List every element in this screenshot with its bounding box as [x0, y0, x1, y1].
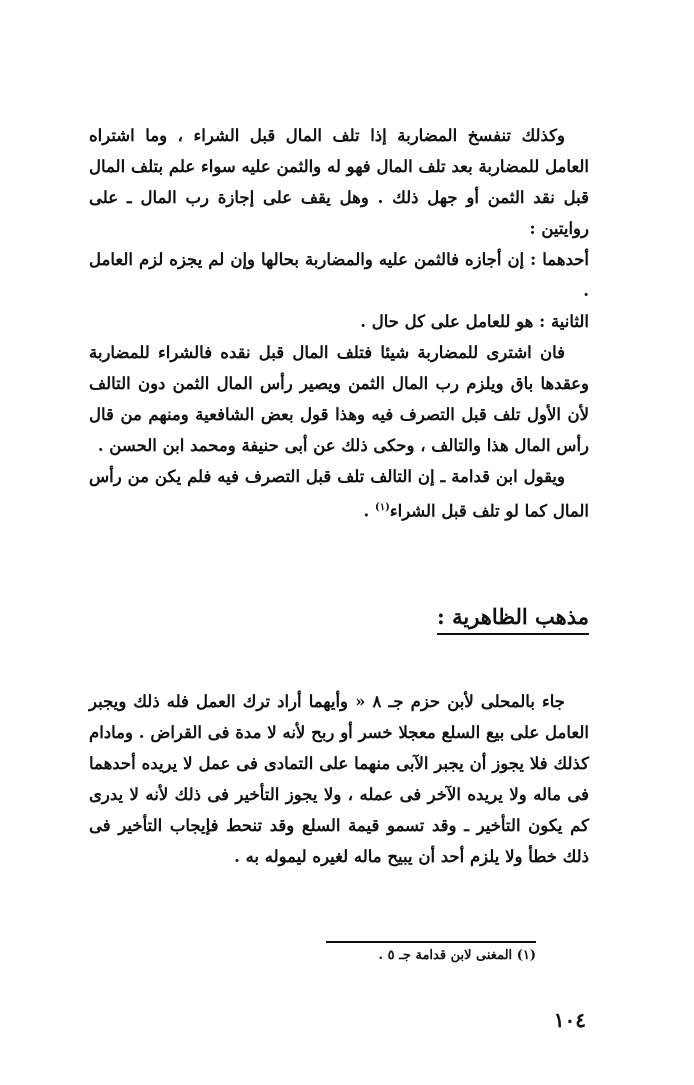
section-main-text [89, 120, 589, 527]
second-opinion-text: هو للعامل على كل حال . [360, 312, 534, 331]
second-opinion-label: الثانية : [539, 312, 589, 331]
footnote-ref: (١) [375, 502, 390, 513]
section-heading: مذهب الظاهرية : [437, 604, 589, 635]
page-number: ١٠٤ [553, 1008, 586, 1032]
first-opinion-text: إن أجازه فالثمن عليه والمضاربة بحالها وإن لم يجزه لزم العامل . [89, 250, 589, 300]
footnote: (١) المغنى لابن قدامة جـ ٥ . [378, 948, 536, 963]
paragraph-3 [89, 461, 589, 527]
paragraph-second-opinion [89, 306, 589, 337]
paragraph-4: جاء بالمحلى لأبن حزم جـ ٨ « وأيهما أراد ترك العمل فله ذلك ويجبر العامل على بيع السلع معجلا خسر أو ربح لأنه لا مدة فى القراض . ومادام كذلك فلا يجوز أن يجبر الآبى منهما على التمادى فى عمل لا يريده أحدهما فى ماله ولا يريده الآخر فى عمله ، ولا يجوز التأخير فى ذلك لأنه لا يدرى كم يكون التأخير ـ وقد تسمو قيمة السلع وقد تنحط فإيجاب التأخير فى ذلك خطأ ولا يلزم أحد أن يبيح ماله لغيره ليموله به . [89, 692, 589, 866]
section-zahiri-text [89, 686, 589, 872]
paragraph-3-text: ويقول ابن قدامة ـ إن التالف تلف قبل التصرف فيه فلم يكن من رأس المال كما لو تلف قبل الشراء [89, 467, 589, 521]
paragraph-3-end: . [363, 501, 376, 521]
first-opinion-label: أحدهما : [530, 250, 589, 269]
paragraph-2: فان اشترى للمضاربة شيئا فتلف المال قبل نقده فالشراء للمضاربة وعقدها باق ويلزم رب المال الثمن ويصير رأس المال الثمن دون التالف لأن الأول تلف قبل التصرف فيه وهذا قول بعض الشافعية ومنهم من قال رأس المال هذا والتالف ، وحكى ذلك عن أبى حنيفة ومحمد ابن الحسن . [89, 343, 589, 455]
paragraph-first-opinion [89, 244, 589, 306]
footnote-divider [326, 941, 536, 943]
paragraph-1: وكذلك تنفسخ المضاربة إذا تلف المال قبل الشراء ، وما اشتراه العامل للمضاربة بعد تلف المال فهو له والثمن عليه سواء علم بتلف المال قبل نقد الثمن أو جهل ذلك . وهل يقف على إجازة رب المال ـ على روايتين : [89, 126, 589, 238]
